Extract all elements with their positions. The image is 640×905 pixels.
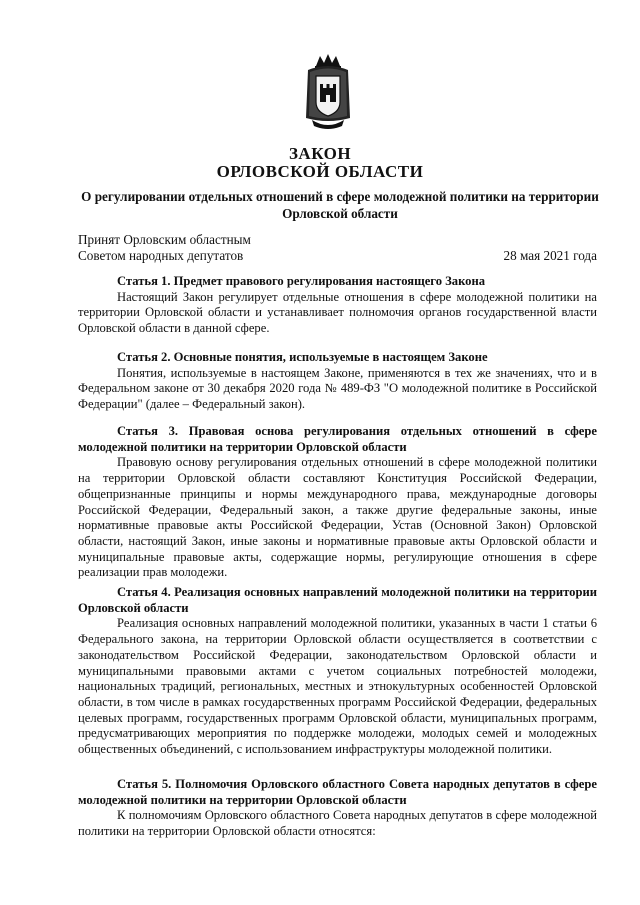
law-subtitle: О регулировании отдельных отношений в сфере молодежной политики на территории Орловской области [81,189,599,221]
article-text: Реализация основных направлений молодежной политики, указанных в части 1 статьи 6 Федерального закона, на территории Орловской области осуществляется в соответствии с законодательством Российской Федерации, законодательством Орловской области и муниципальными правовыми актами с учетом социальных потребностей молодежи, национальных традиций, региональных, местных и этнокультурных особенностей Орловской области, в том числе в рамках государственных программ Российской Федерации, федеральных целевых программ, государственных программ Орловской области, муниципальных программ, предусматривающих мероприятия по поддержке молодежи, молодых семей и молодежных общественных объединений, с использованием инфраструктуры молодежной политики. [78,616,597,757]
article-heading: Статья 2. Основные понятия, используемые в настоящем Законе [117,350,488,364]
article-text: К полномочиям Орловского областного Совета народных депутатов в сфере молодежной политики на территории Орловской области относятся: [78,808,597,839]
region-title: ОРЛОВСКОЙ ОБЛАСТИ [216,162,424,181]
article-2 [78,350,597,413]
article-heading: Статья 3. Правовая основа регулирования отдельных отношений в сфере молодежной политики на территории Орловской области [78,424,597,454]
adoption-date: 28 мая 2021 года [503,248,597,263]
article-text: Понятия, используемые в настоящем Законе, применяются в тех же значениях, что и в Федеральном законе от 30 декабря 2020 года № 489-ФЗ "О молодежной политике в Российской Федерации" (далее – Федеральный закон). [78,365,597,412]
article-heading: Статья 1. Предмет правового регулирования настоящего Закона [117,274,486,288]
article-text: Настоящий Закон регулирует отдельные отношения в сфере молодежной политики на территории Орловской области и устанавливает полномочия органов государственной власти Орловской области в данной сфере. [78,289,597,336]
law-title: ЗАКОН [288,144,352,163]
adoption-line: Советом народных депутатов [78,248,244,263]
article-5 [78,777,597,840]
article-heading: Статья 4. Реализация основных направлений молодежной политики на территории Орловской области [78,585,597,615]
adoption-info [78,232,251,264]
article-4 [78,585,597,758]
article-3 [78,424,597,581]
article-text: Правовую основу регулирования отдельных отношений в сфере молодежной политики на территории Орловской области составляют Конституция Российской Федерации, общепризнанные принципы и нормы международного права, международные договоры Российской Федерации, Федеральный закон, а также другие федеральные законы, иные нормативные правовые акты Российской Федерации, Устав (Основной Закон) Орловской области, настоящий Закон, иные законы и нормативные правовые акты Орловской области и муниципальные правовые акты, содержащие нормы, регулирующие отношения в сфере реализации прав молодежи. [78,455,597,580]
coat-of-arms-icon [302,52,354,132]
article-1 [78,274,597,337]
adoption-line: Принят Орловским областным [78,232,251,247]
article-heading: Статья 5. Полномочия Орловского областного Совета народных депутатов в сфере молодежной политики на территории Орловской области [78,777,597,807]
